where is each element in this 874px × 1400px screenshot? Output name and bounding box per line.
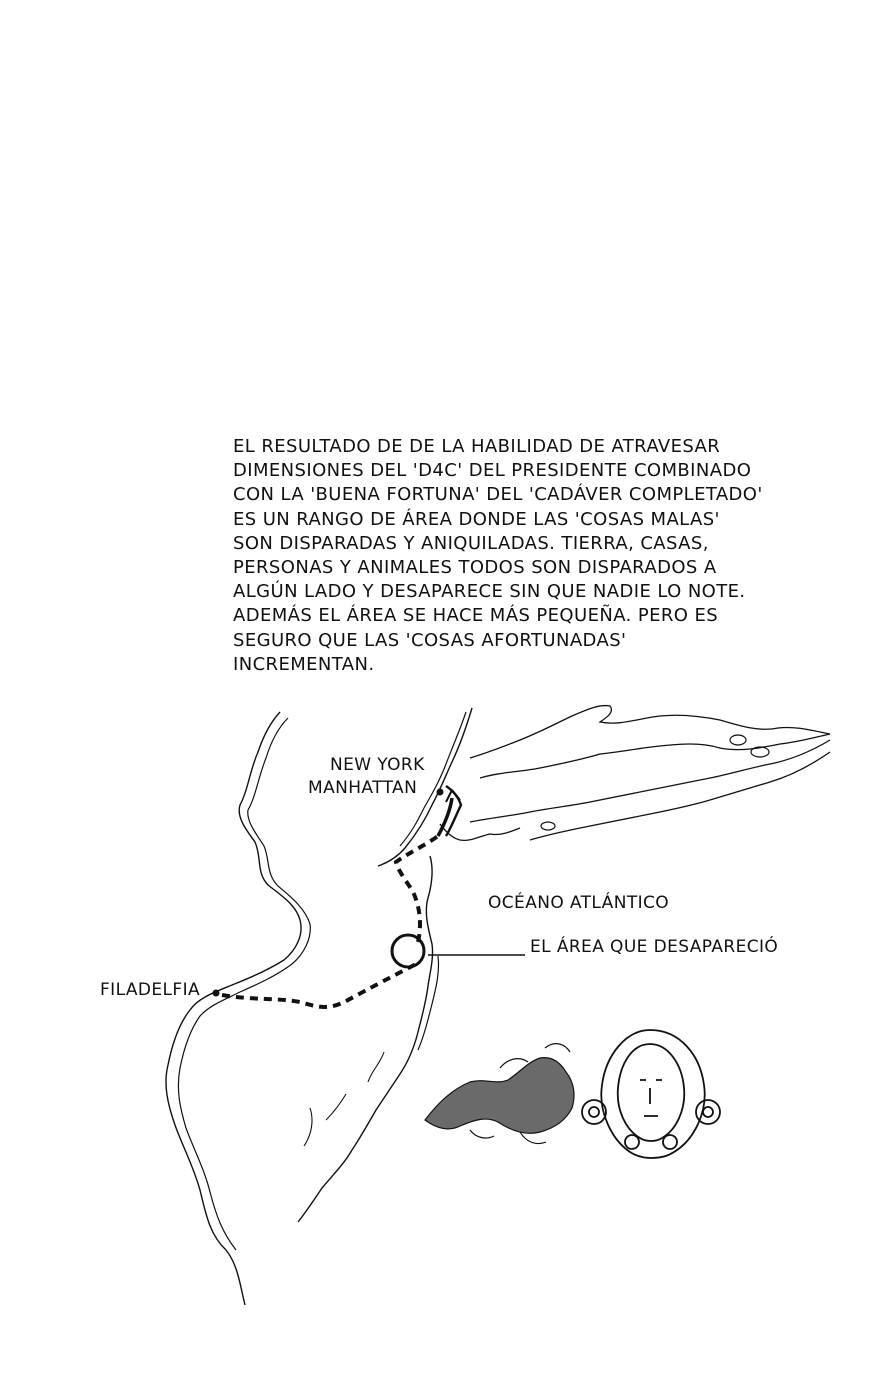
label-manhattan: MANHATTAN — [308, 778, 418, 798]
philadelphia-marker — [213, 990, 220, 997]
route-new-york — [396, 836, 438, 942]
paragraph-line: ADEMÁS EL ÁREA SE HACE MÁS PEQUEÑA. PERO ES — [233, 605, 719, 627]
label-ocean: OCÉANO ATLÁNTICO — [488, 893, 670, 913]
vanished-area-circle — [392, 935, 424, 967]
explanation-paragraph — [233, 435, 843, 677]
delaware-river — [166, 712, 301, 1305]
paragraph-line: SON DISPARADAS Y ANIQUILADAS. TIERRA, CASAS, — [233, 532, 709, 554]
paragraph-line: ALGÚN LADO Y DESAPARECE SIN QUE NADIE LO NOTE. — [233, 581, 746, 603]
paragraph-line: SEGURO QUE LAS 'COSAS AFORTUNADAS' — [233, 629, 627, 651]
stand-head-icon — [582, 1030, 720, 1158]
label-vanished-area: EL ÁREA QUE DESAPARECIÓ — [530, 937, 779, 957]
route-philadelphia — [222, 962, 420, 1007]
label-new-york: NEW YORK — [330, 755, 425, 775]
paragraph-line: PERSONAS Y ANIMALES TODOS SON DISPARADOS A — [233, 557, 717, 579]
paragraph-line: DIMENSIONES DEL 'D4C' DEL PRESIDENTE COMBINADO — [233, 460, 752, 482]
paragraph-line: CON LA 'BUENA FORTUNA' DEL 'CADÁVER COMPLETADO' — [233, 484, 763, 506]
label-philadelphia: FILADELFIA — [100, 980, 201, 1000]
new-jersey-coast — [298, 856, 433, 1222]
paragraph-line: INCREMENTAN. — [233, 653, 375, 675]
east-coast-map — [0, 690, 874, 1330]
paragraph-line: ES UN RANGO DE ÁREA DONDE LAS 'COSAS MALAS' — [233, 508, 720, 530]
dismembered-figure-icon — [425, 1044, 574, 1144]
new-york-marker — [437, 789, 444, 796]
long-island — [470, 706, 830, 758]
paragraph-line: EL RESULTADO DE DE LA HABILIDAD DE ATRAVESAR — [233, 436, 721, 457]
